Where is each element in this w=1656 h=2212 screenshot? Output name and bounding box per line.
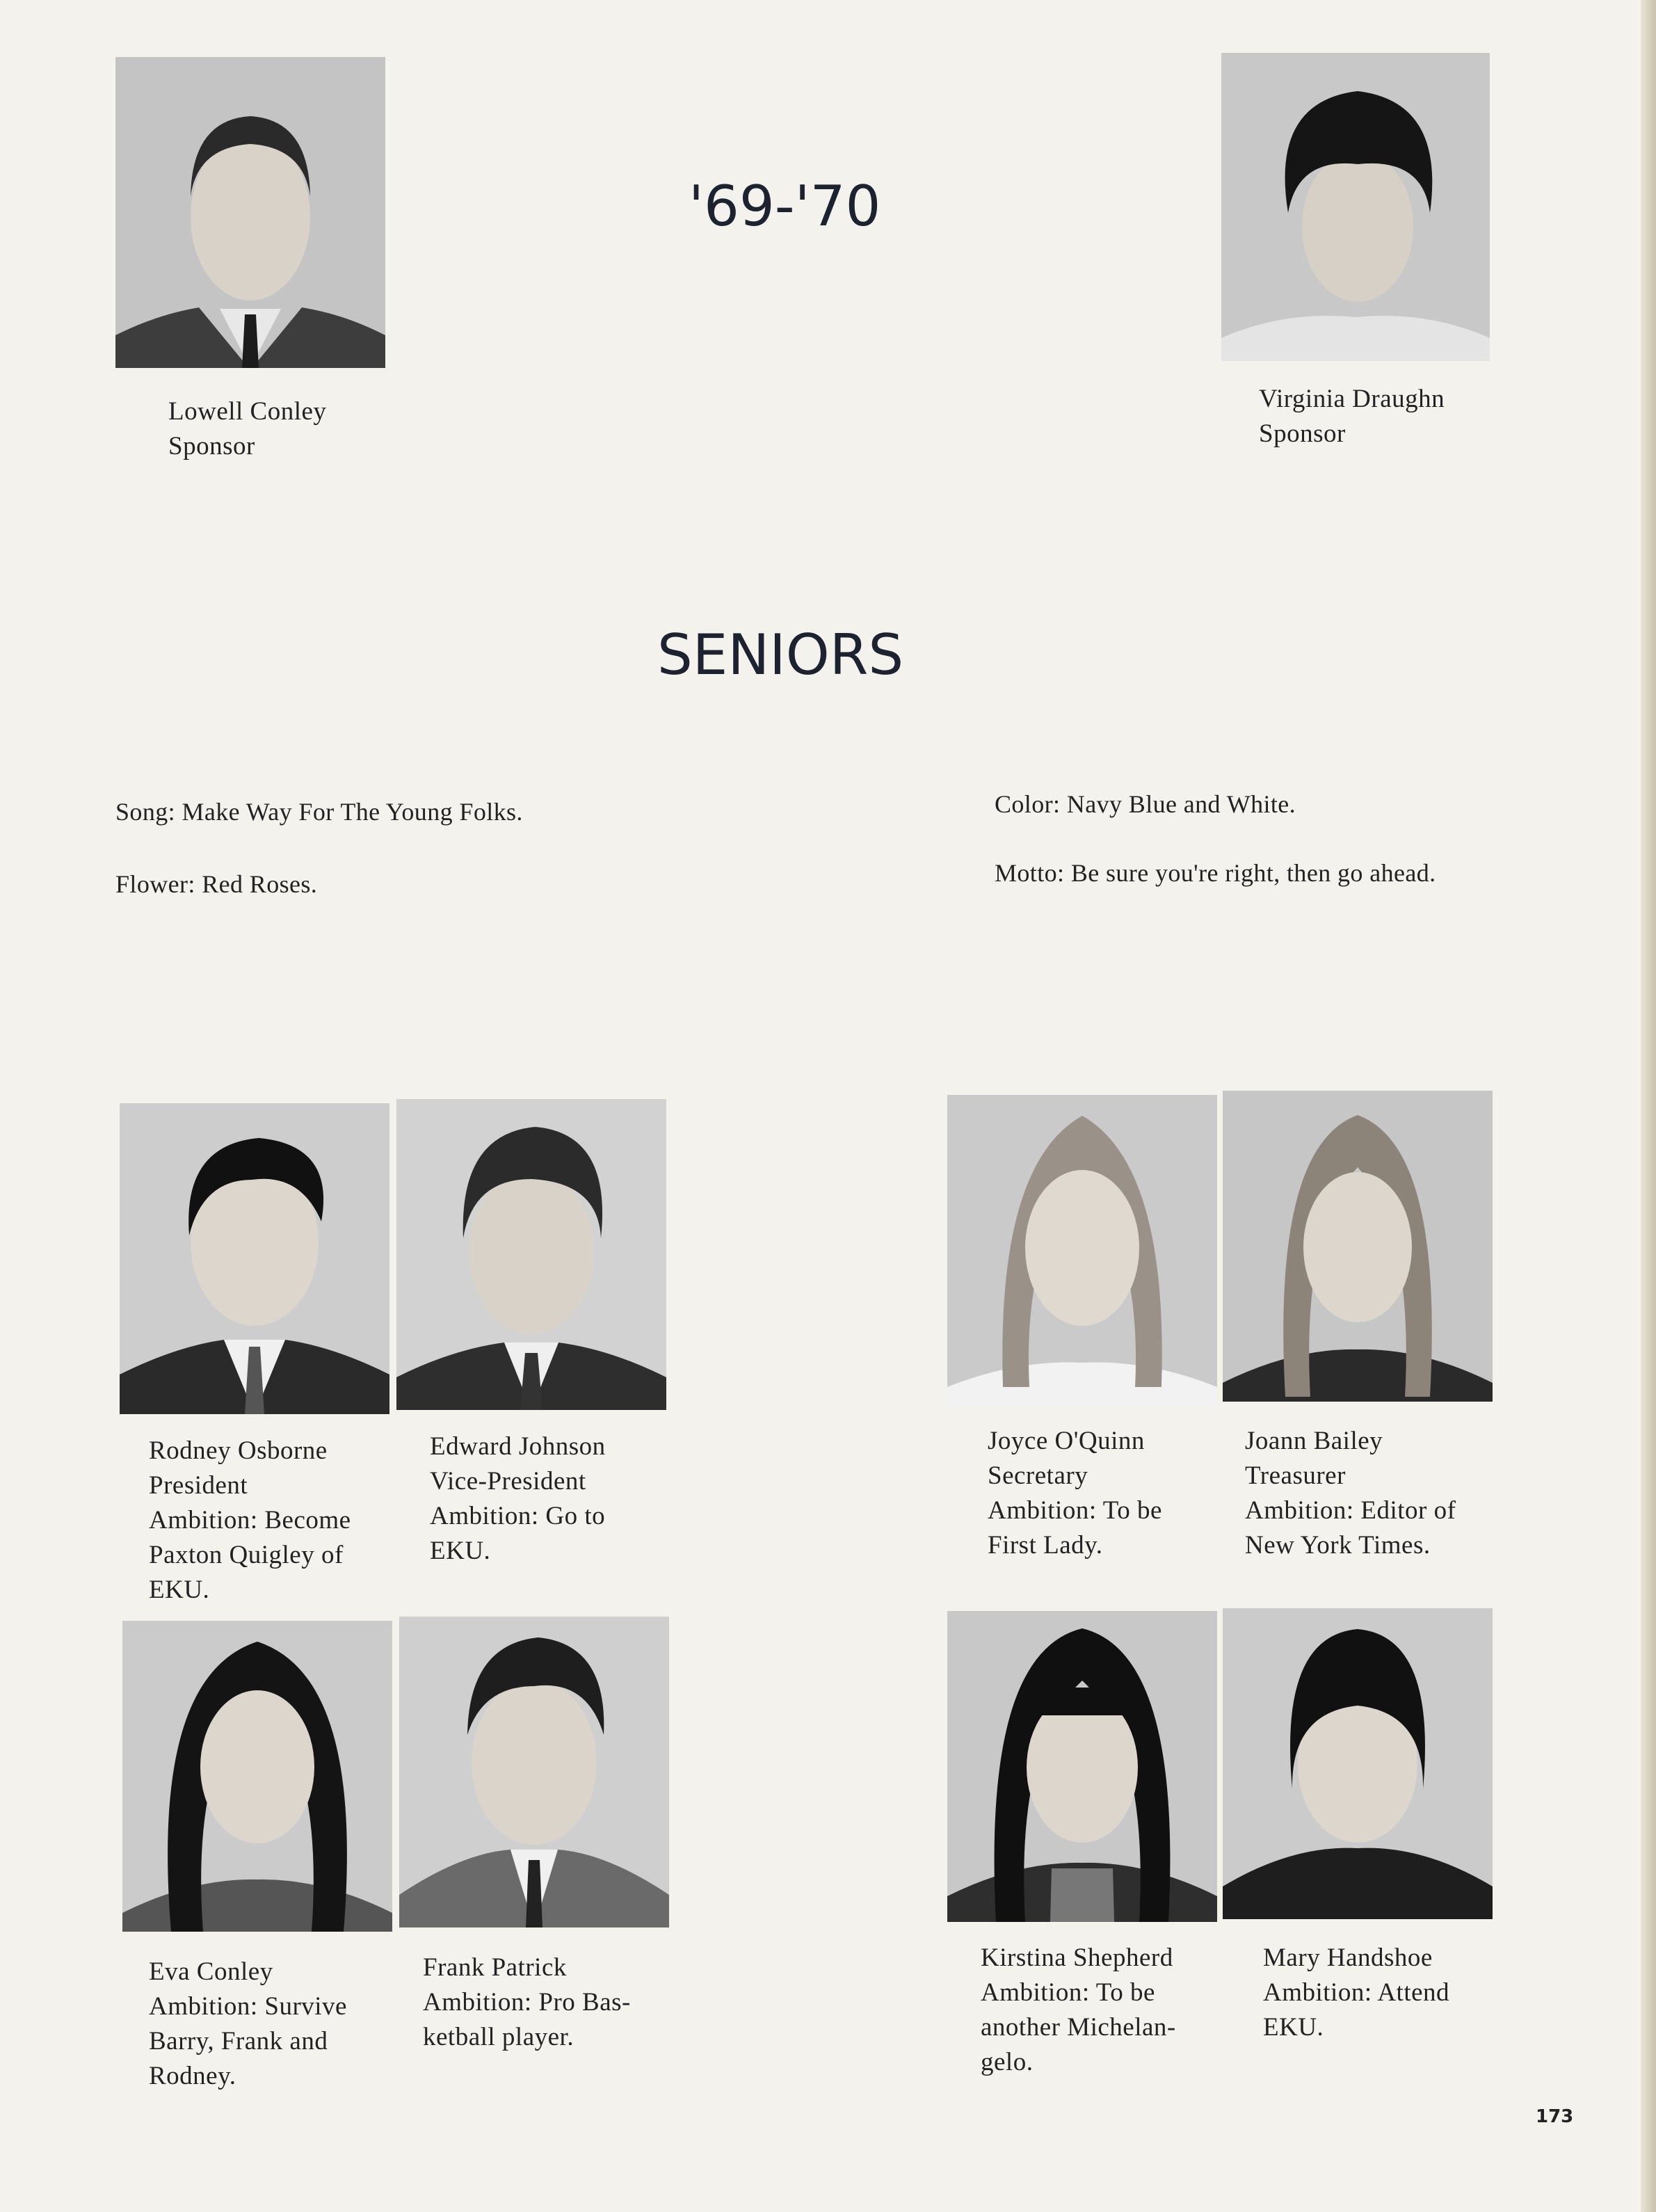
senior-name: Kirstina Shepherd (981, 1943, 1173, 1972)
senior-name: Eva Conley (149, 1957, 273, 1986)
senior-ambition-line: EKU. (1263, 2013, 1324, 2042)
senior-photo-rodney-osborne (120, 1103, 389, 1414)
senior-photo-eva-conley (122, 1621, 392, 1932)
class-song: Song: Make Way For The Young Folks. (115, 798, 523, 826)
sponsor-name: Lowell Conley (168, 397, 327, 426)
page-edge (1641, 0, 1656, 2212)
sponsor-role: Sponsor (1259, 419, 1346, 448)
sponsor-photo-lowell-conley (115, 57, 385, 368)
senior-ambition-line: Paxton Quigley of (149, 1541, 344, 1569)
senior-ambition: Ambition: Attend (1263, 1978, 1450, 2007)
senior-caption-joyce-oquinn (988, 1424, 1162, 1563)
senior-ambition-line: First Lady. (988, 1531, 1103, 1560)
senior-name: Joyce O'Quinn (988, 1427, 1145, 1455)
senior-title: Vice-President (430, 1467, 586, 1496)
senior-photo-joann-bailey (1223, 1091, 1493, 1402)
senior-title: President (149, 1471, 248, 1500)
senior-name: Rodney Osborne (149, 1436, 328, 1465)
senior-ambition-line: gelo. (981, 2048, 1034, 2076)
sponsor-caption-virginia-draughn (1259, 382, 1445, 451)
section-heading: SENIORS (657, 623, 904, 687)
senior-photo-mary-handshoe (1223, 1608, 1493, 1919)
senior-name: Mary Handshoe (1263, 1943, 1433, 1972)
senior-caption-kirstina-shepherd (981, 1941, 1176, 2080)
senior-ambition: Ambition: Pro Bas- (423, 1988, 631, 2017)
senior-ambition: Ambition: Editor of (1245, 1496, 1456, 1525)
senior-ambition-line: Rodney. (149, 2062, 236, 2090)
class-motto: Motto: Be sure you're right, then go ahead. (995, 859, 1436, 887)
sponsor-name: Virginia Draughn (1259, 385, 1445, 413)
senior-caption-rodney-osborne (149, 1434, 351, 1608)
senior-name: Frank Patrick (423, 1953, 567, 1982)
senior-title: Treasurer (1245, 1461, 1346, 1490)
senior-photo-kirstina-shepherd (947, 1611, 1217, 1922)
senior-ambition-line: EKU. (430, 1537, 491, 1565)
page-number: 173 (1536, 2106, 1574, 2127)
senior-title: Secretary (988, 1461, 1088, 1490)
senior-ambition-line: Barry, Frank and (149, 2027, 328, 2055)
sponsor-photo-virginia-draughn (1221, 53, 1490, 361)
senior-caption-mary-handshoe (1263, 1941, 1449, 2045)
senior-ambition: Ambition: To be (988, 1496, 1162, 1525)
senior-name: Joann Bailey (1245, 1427, 1383, 1455)
senior-ambition-line: EKU. (149, 1576, 210, 1604)
class-color: Color: Navy Blue and White. (995, 790, 1296, 818)
sponsor-role: Sponsor (168, 432, 255, 460)
senior-ambition-line: ketball player. (423, 2023, 574, 2051)
senior-ambition: Ambition: Go to (430, 1502, 606, 1530)
senior-caption-frank-patrick (423, 1950, 631, 2055)
senior-caption-edward-johnson (430, 1429, 606, 1569)
senior-ambition: Ambition: To be (981, 1978, 1155, 2007)
senior-name: Edward Johnson (430, 1432, 606, 1461)
senior-ambition: Ambition: Survive (149, 1992, 347, 2021)
class-flower: Flower: Red Roses. (115, 870, 318, 898)
senior-photo-frank-patrick (399, 1617, 669, 1928)
senior-caption-eva-conley (149, 1955, 347, 2094)
senior-ambition-line: New York Times. (1245, 1531, 1431, 1560)
senior-ambition-line: another Michelan- (981, 2013, 1176, 2042)
senior-photo-edward-johnson (396, 1099, 666, 1410)
senior-photo-joyce-oquinn (947, 1095, 1217, 1406)
senior-caption-joann-bailey (1245, 1424, 1456, 1563)
year-heading: '69-'70 (689, 174, 881, 239)
sponsor-caption-lowell-conley (168, 394, 326, 464)
senior-ambition: Ambition: Become (149, 1506, 351, 1534)
